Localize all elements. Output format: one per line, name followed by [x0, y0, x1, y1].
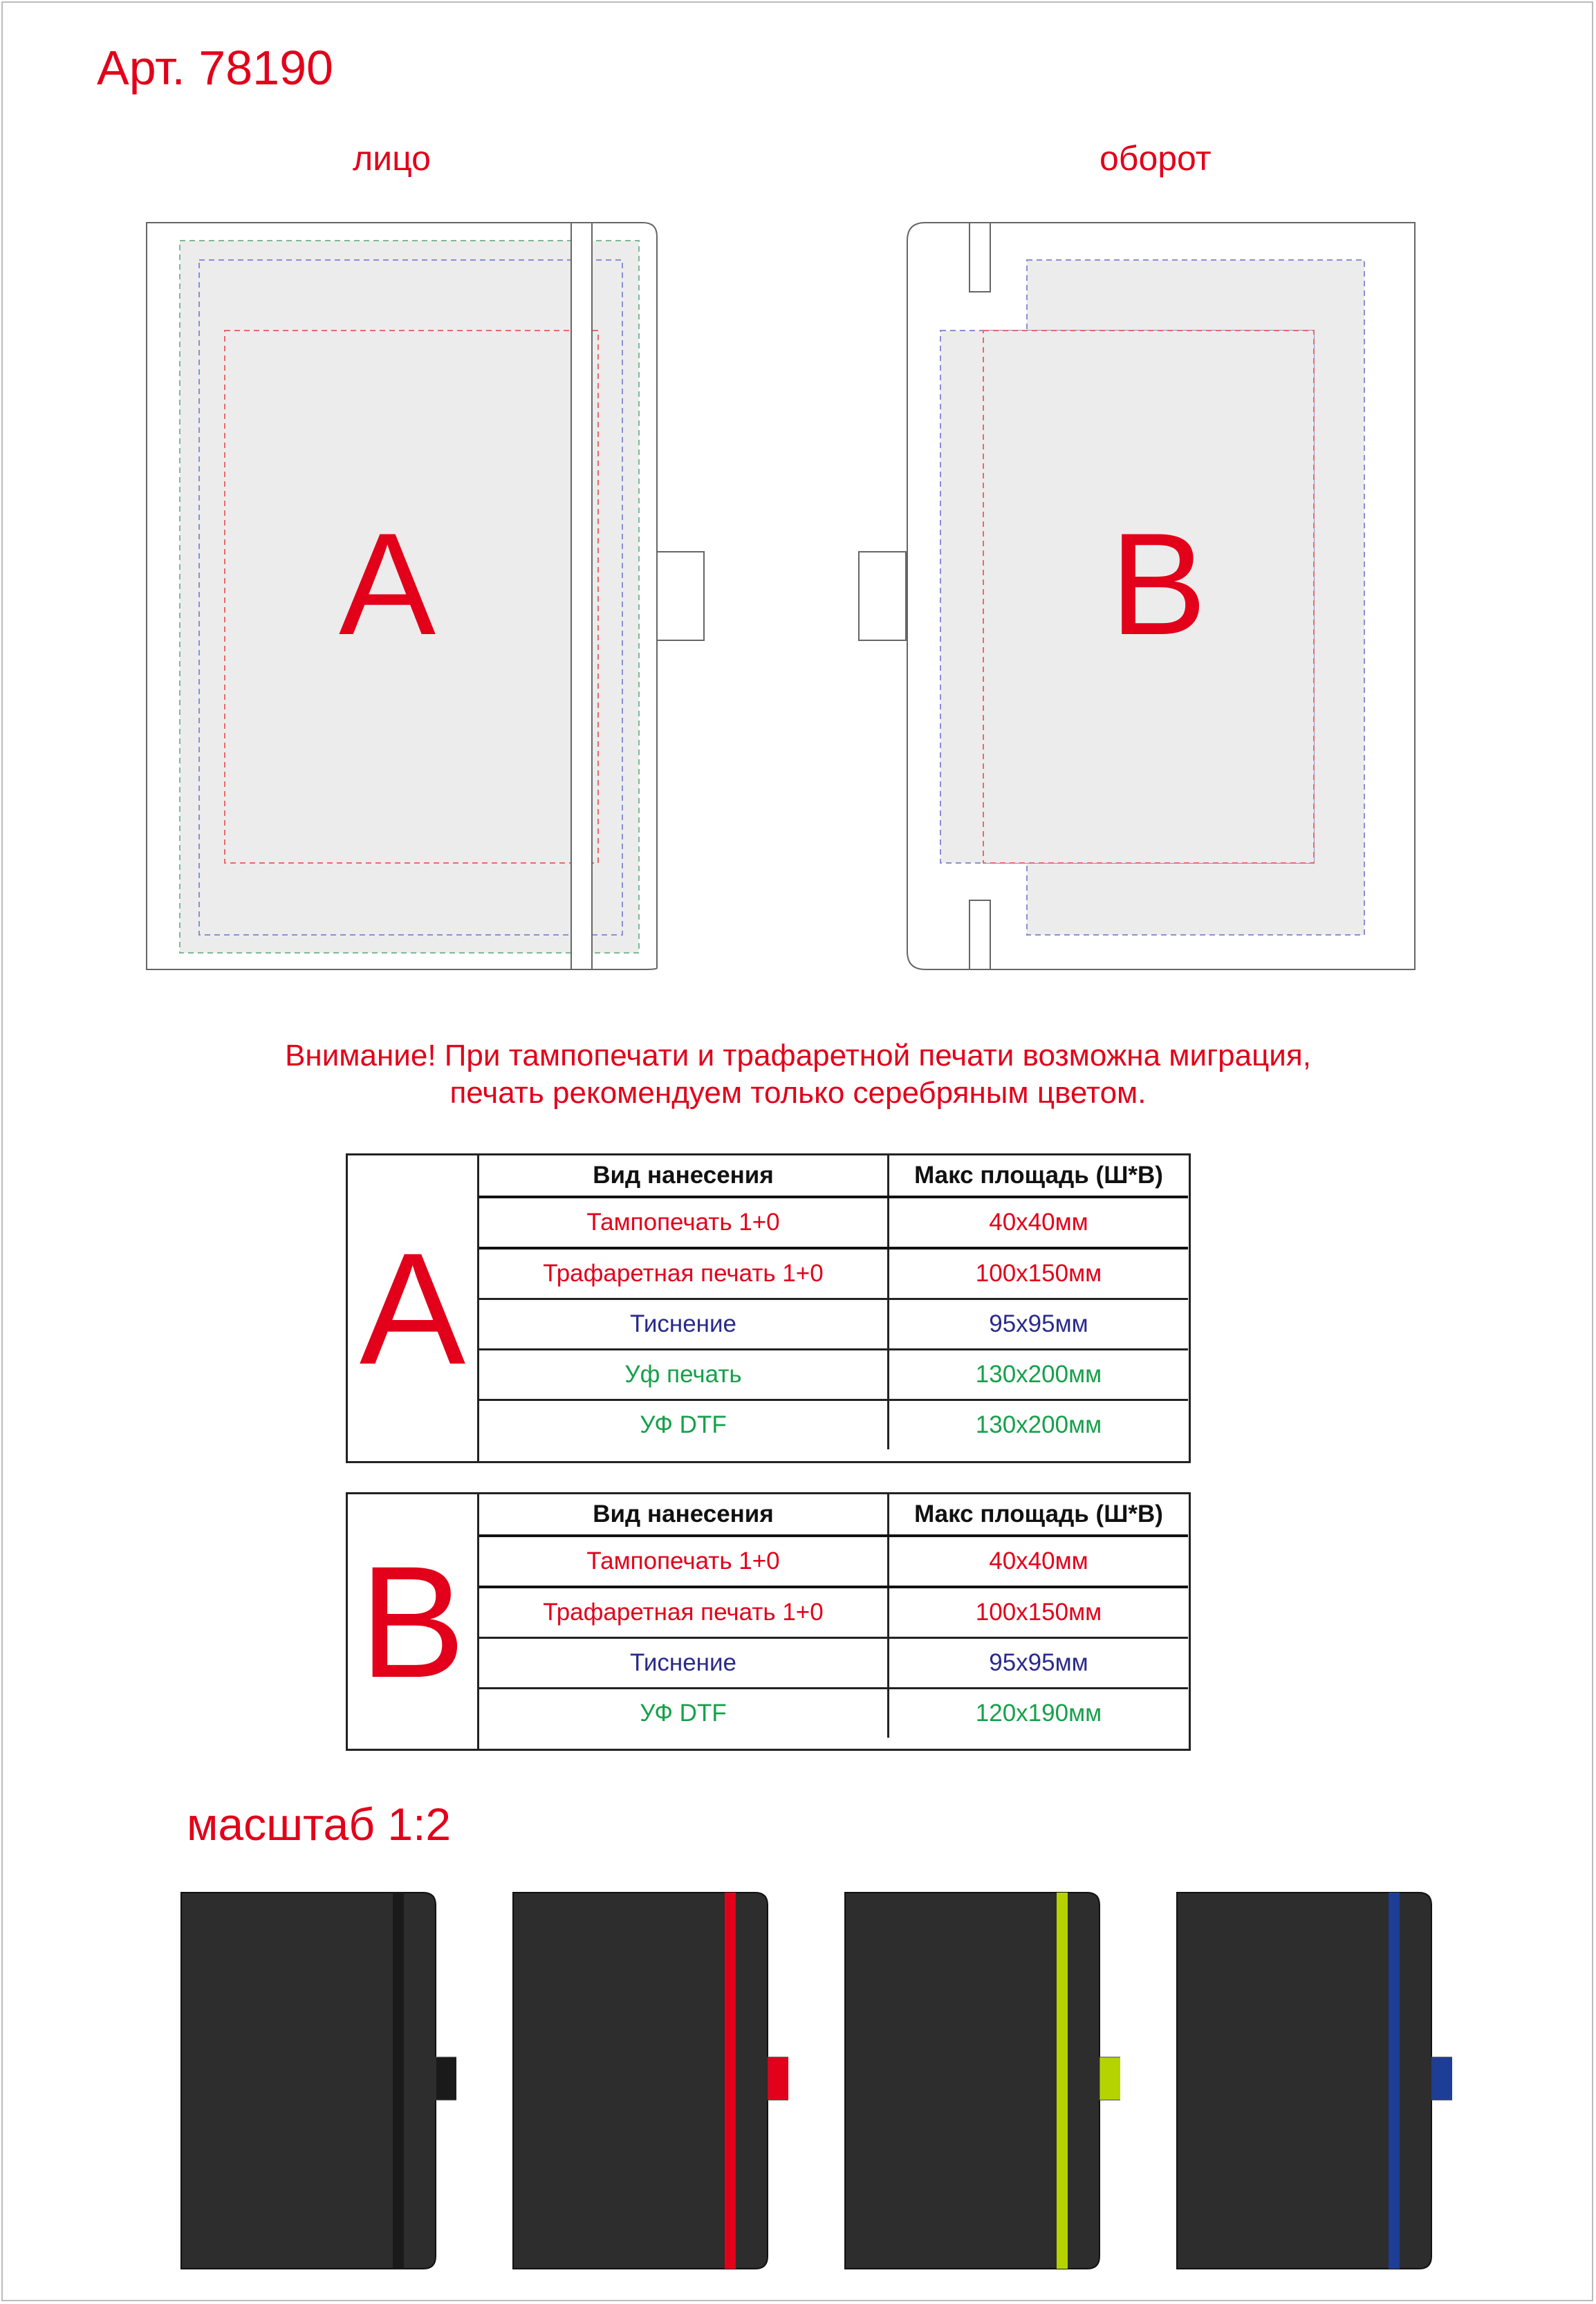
warning-line-2: печать рекомендуем только серебряным цветом.: [449, 1076, 1147, 1110]
table-header: [479, 1494, 1188, 1536]
front-label: лицо: [353, 139, 431, 178]
table-row: [479, 1299, 1188, 1350]
header-method: Вид нанесения: [479, 1155, 889, 1197]
notebook-blue: [1176, 1891, 1452, 2278]
header-size: Макс площадь (Ш*В): [889, 1494, 1189, 1536]
notebook-red: [512, 1891, 788, 2278]
scale-label: масштаб 1:2: [187, 1799, 452, 1850]
table-header: [479, 1155, 1188, 1197]
zone-b-letter: B: [1110, 503, 1207, 665]
table-row: [479, 1197, 1188, 1248]
method-cell: Трафаретная печать 1+0: [479, 1587, 889, 1638]
article-title: Арт. 78190: [97, 41, 333, 95]
pen-loop: [768, 2057, 788, 2100]
method-cell: Тампопечать 1+0: [479, 1536, 889, 1587]
size-cell: 100х150мм: [889, 1587, 1189, 1638]
table-row: [479, 1536, 1188, 1587]
back-label: оборот: [1099, 139, 1212, 178]
table-row: [479, 1350, 1188, 1400]
elastic-band: [393, 1893, 404, 2269]
size-cell: 95х95мм: [889, 1299, 1189, 1350]
table-row: [479, 1248, 1188, 1299]
table-row: [479, 1638, 1188, 1689]
header-size: Макс площадь (Ш*В): [889, 1155, 1189, 1197]
warning-line-1: Внимание! При тампопечати и трафаретной печати возможна миграция,: [285, 1039, 1311, 1072]
table-b-grid: [479, 1494, 1188, 1738]
table-a-letter: A: [348, 1155, 479, 1461]
method-cell: Тампопечать 1+0: [479, 1197, 889, 1248]
notebook-lime: [844, 1891, 1120, 2278]
size-cell: 130х200мм: [889, 1400, 1189, 1450]
method-cell: Тиснение: [479, 1299, 889, 1350]
elastic-band: [1057, 1893, 1068, 2269]
method-cell: Уф печать: [479, 1350, 889, 1400]
elastic-band: [725, 1893, 736, 2269]
size-cell: 120х190мм: [889, 1689, 1189, 1738]
pen-loop: [436, 2057, 456, 2100]
table-row: [479, 1689, 1188, 1738]
method-cell: УФ DTF: [479, 1689, 889, 1738]
size-cell: 40х40мм: [889, 1536, 1189, 1587]
pen-loop: [1099, 2057, 1120, 2100]
table-b: [346, 1492, 1191, 1751]
table-a: [346, 1153, 1191, 1463]
method-cell: УФ DTF: [479, 1400, 889, 1450]
zone-a-letter: A: [339, 503, 436, 665]
table-b-letter: B: [348, 1494, 479, 1749]
pen-loop: [1431, 2057, 1452, 2100]
size-cell: 40х40мм: [889, 1197, 1189, 1248]
table-a-grid: [479, 1155, 1188, 1449]
migration-warning: [0, 1037, 1596, 1112]
size-cell: 95х95мм: [889, 1638, 1189, 1689]
method-cell: Трафаретная печать 1+0: [479, 1248, 889, 1299]
size-cell: 100х150мм: [889, 1248, 1189, 1299]
method-cell: Тиснение: [479, 1638, 889, 1689]
header-method: Вид нанесения: [479, 1494, 889, 1536]
table-row: [479, 1400, 1188, 1450]
table-row: [479, 1587, 1188, 1638]
size-cell: 130х200мм: [889, 1350, 1189, 1400]
notebook-black: [180, 1891, 456, 2278]
elastic-band: [1389, 1893, 1400, 2269]
